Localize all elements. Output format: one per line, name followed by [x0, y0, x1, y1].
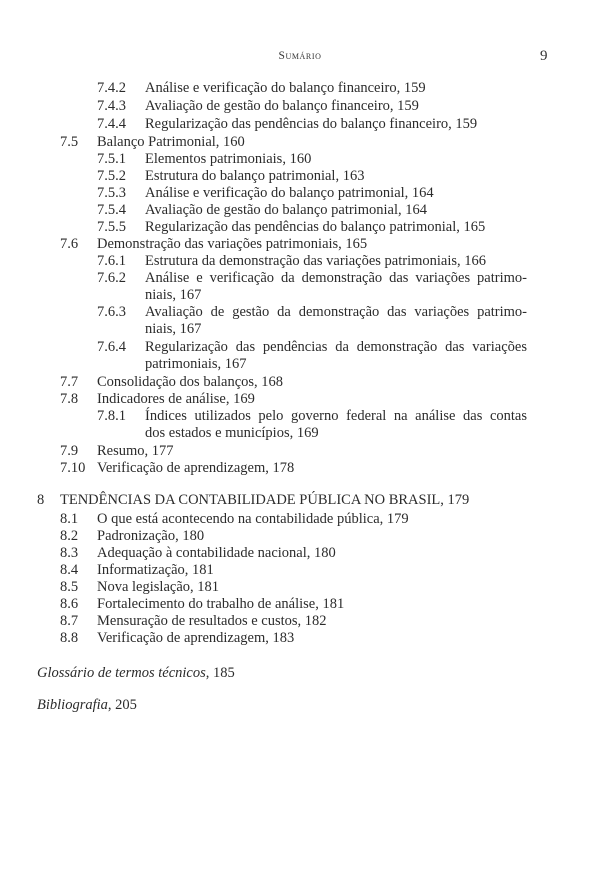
- toc-entry-text: Nova legislação, 181: [97, 579, 220, 595]
- toc-entry-text: Análise e verificação da demonstração das variações patrimo-: [145, 270, 527, 286]
- toc-entry-text: Consolidação dos balanços, 168: [97, 374, 284, 390]
- toc-entry-text: Estrutura do balanço patrimonial, 163: [145, 168, 365, 184]
- toc-entry-text: Mensuração de resultados e custos, 182: [97, 613, 327, 629]
- toc-entry-text: Informatização, 181: [97, 562, 214, 578]
- toc-entry-text: O que está acontecendo na contabilidade pública, 179: [97, 511, 409, 527]
- toc-entry-number: 8.3: [60, 545, 79, 561]
- toc-backmatter-entry: [37, 697, 527, 713]
- toc-backmatter-title: Bibliografia: [37, 697, 108, 713]
- toc-entry-number: 8.8: [60, 630, 79, 646]
- toc-entry-text: Avaliação de gestão do balanço patrimonial, 164: [145, 202, 427, 218]
- page-number: 9: [540, 48, 548, 64]
- running-head: Sumário: [278, 50, 322, 62]
- toc-entry-number: 7.5.2: [97, 168, 126, 184]
- toc-entry-text: Fortalecimento do trabalho de análise, 181: [97, 596, 345, 612]
- toc-entry-number: 7.6.2: [97, 270, 126, 286]
- toc-entry-number: 8.5: [60, 579, 79, 595]
- toc-entry-text: Regularização das pendências do balanço financeiro, 159: [145, 116, 478, 132]
- toc-entry-text: Padronização, 180: [97, 528, 205, 544]
- toc-entry-number: 7.4.2: [97, 80, 126, 96]
- toc-entry-number: 7.10: [60, 460, 86, 476]
- toc-entry-continuation: niais, 167: [145, 321, 202, 337]
- toc-entry-number: 7.6.4: [97, 339, 126, 355]
- toc-entry-text: Análise e verificação do balanço patrimonial, 164: [145, 185, 434, 201]
- toc-backmatter-title: Glossário de termos técnicos: [37, 665, 206, 681]
- toc-entry-text: Avaliação de gestão do balanço financeiro, 159: [145, 98, 419, 114]
- toc-entry-text: Resumo, 177: [97, 443, 174, 459]
- toc-backmatter-page: , 185: [205, 665, 235, 681]
- toc-entry-number: 7.6: [60, 236, 79, 252]
- toc-entry-text: Estrutura da demonstração das variações patrimoniais, 166: [145, 253, 487, 269]
- toc-entry-number: 7.7: [60, 374, 79, 390]
- toc-entry-text: Avaliação de gestão da demonstração das variações patrimo-: [145, 304, 527, 320]
- toc-entry-text: Índices utilizados pelo governo federal na análise das contas: [145, 408, 527, 424]
- toc-entry-number: 7.8.1: [97, 408, 126, 424]
- toc-entry-number: 7.6.1: [97, 253, 126, 269]
- toc-entry-number: 7.5.4: [97, 202, 126, 218]
- toc-entry-number: 7.4.4: [97, 116, 126, 132]
- toc-entry-text: Análise e verificação do balanço financeiro, 159: [145, 80, 426, 96]
- toc-entry-continuation: niais, 167: [145, 287, 202, 303]
- toc-entry-text: Verificação de aprendizagem, 178: [97, 460, 295, 476]
- toc-backmatter-entry: [37, 665, 527, 681]
- toc-entry-text: Elementos patrimoniais, 160: [145, 151, 312, 167]
- toc-chapter-number: 8: [37, 492, 45, 508]
- toc-entry-text: Balanço Patrimonial, 160: [97, 134, 245, 150]
- toc-entry-number: 7.8: [60, 391, 79, 407]
- toc-entry-number: 7.5.1: [97, 151, 126, 167]
- toc-entry-text: Adequação à contabilidade nacional, 180: [97, 545, 336, 561]
- toc-backmatter-page: , 205: [107, 697, 137, 713]
- toc-entry-number: 7.5.5: [97, 219, 126, 235]
- toc-entry-text: Regularização das pendências da demonstração das variações: [145, 339, 527, 355]
- toc-entry-number: 8.2: [60, 528, 79, 544]
- toc-entry-number: 8.4: [60, 562, 79, 578]
- toc-entry-number: 8.1: [60, 511, 79, 527]
- toc-entry-text: Verificação de aprendizagem, 183: [97, 630, 295, 646]
- toc-entry-number: 8.6: [60, 596, 79, 612]
- toc-entry-text: Regularização das pendências do balanço patrimonial, 165: [145, 219, 486, 235]
- toc-entry-number: 7.5: [60, 134, 79, 150]
- toc-entry-continuation: patrimoniais, 167: [145, 356, 247, 372]
- toc-entry-number: 8.7: [60, 613, 79, 629]
- toc-entry-text: Indicadores de análise, 169: [97, 391, 255, 407]
- toc-entry-number: 7.9: [60, 443, 79, 459]
- toc-chapter-title: TENDÊNCIAS DA CONTABILIDADE PÚBLICA NO BRASIL, 179: [60, 492, 470, 508]
- toc-entry-number: 7.6.3: [97, 304, 126, 320]
- page-header: [0, 50, 600, 70]
- toc-entry-continuation: dos estados e municípios, 169: [145, 425, 319, 441]
- toc-entry-number: 7.5.3: [97, 185, 126, 201]
- toc-entry-text: Demonstração das variações patrimoniais, 165: [97, 236, 368, 252]
- toc-entry-number: 7.4.3: [97, 98, 126, 114]
